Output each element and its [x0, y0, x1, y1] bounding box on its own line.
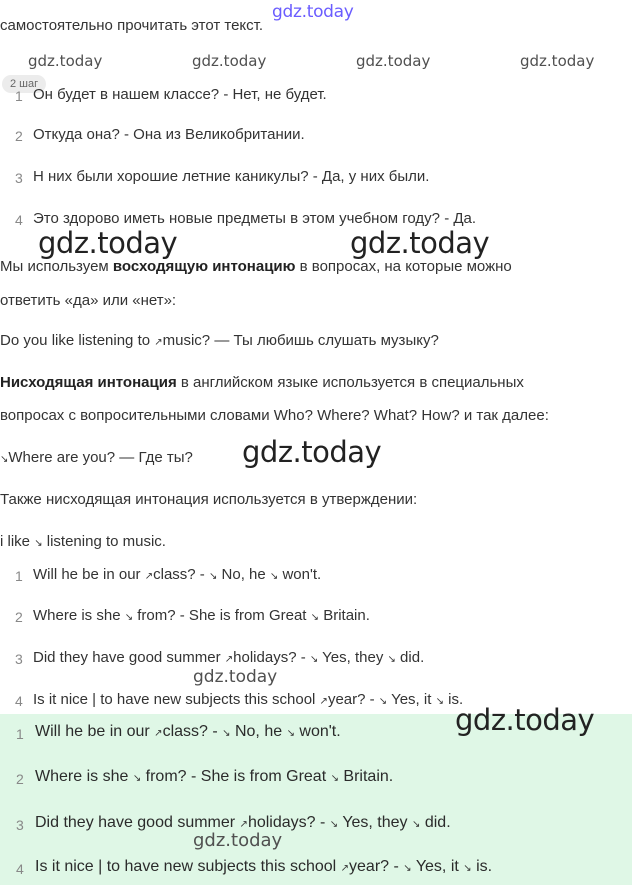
text: Мы используем	[0, 258, 113, 275]
arrow-down-icon: ↘	[378, 696, 388, 707]
arrow-down-icon: ↘	[310, 612, 320, 623]
text: music? — Ты любишь слушать музыку?	[162, 332, 439, 349]
item-number: 3	[15, 170, 23, 186]
item-number: 3	[15, 651, 23, 667]
arrow-down-icon: ↘	[309, 654, 319, 665]
item-number: 4	[15, 212, 23, 228]
answer-item: Is it nice | to have new subjects this school ↗year? - ↘ Yes, it ↘ is.	[35, 858, 493, 875]
watermark-small: gdz.today	[192, 52, 267, 70]
rising-paragraph	[0, 258, 512, 275]
list-item: Where is she ↘ from? - She is from Great ↘ Britain.	[33, 607, 370, 624]
step-badge: 2 шаг	[2, 75, 46, 93]
answer-item: Will he be in our ↗class? - ↘ No, he ↘ won't.	[35, 723, 341, 740]
term-bold: Нисходящая интонация	[0, 374, 177, 391]
arrow-up-icon: ↗	[319, 696, 328, 707]
watermark-small: gdz.today	[193, 830, 283, 851]
arrow-down-icon: ↘	[124, 612, 134, 623]
intro-text: самостоятельно прочитать этот текст.	[0, 17, 264, 34]
item-number: 2	[15, 128, 23, 144]
statement-example	[0, 533, 166, 550]
arrow-up-icon: ↗	[224, 654, 234, 665]
arrow-down-icon: ↘	[34, 538, 43, 549]
arrow-up-icon: ↗	[154, 337, 163, 348]
list-item: Will he be in our ↗class? - ↘ No, he ↘ won't.	[33, 566, 322, 583]
arrow-down-icon: ↘	[463, 863, 472, 874]
rising-example	[0, 332, 439, 349]
arrow-down-icon: ↘	[412, 819, 421, 830]
arrow-up-icon: ↗	[144, 571, 154, 582]
arrow-down-icon: ↘	[435, 696, 444, 707]
text: Where are you? — Где ты?	[8, 449, 193, 466]
falling-paragraph-line2: вопросах с вопросительными словами Who? Where? What? How? и так далее:	[0, 407, 549, 424]
arrow-down-icon: ↘	[403, 863, 412, 874]
text: в вопросах, на которые можно	[295, 258, 512, 275]
falling-example	[0, 449, 193, 466]
list-item: Н них были хорошие летние каникулы? - Да, у них были.	[33, 168, 430, 185]
list-item: Это здорово иметь новые предметы в этом учебном году? - Да.	[33, 210, 477, 227]
arrow-up-icon: ↗	[239, 819, 248, 830]
text: Do you like listening to	[0, 332, 155, 349]
list-item: Is it nice | to have new subjects this school ↗year? - ↘ Yes, it ↘ is.	[33, 691, 464, 708]
arrow-down-icon: ↘	[132, 773, 142, 784]
watermark-small: gdz.today	[356, 52, 431, 70]
falling-paragraph	[0, 374, 524, 391]
list-item: Откуда она? - Она из Великобритании.	[33, 126, 305, 143]
watermark-large: gdz.today	[242, 435, 382, 469]
item-number: 3	[16, 817, 24, 833]
arrow-down-icon: ↘	[0, 454, 9, 465]
arrow-down-icon: ↘	[222, 728, 231, 739]
arrow-down-icon: ↘	[269, 571, 279, 582]
arrow-down-icon: ↘	[329, 819, 339, 830]
text: listening to music.	[42, 533, 166, 550]
item-number: 2	[15, 609, 23, 625]
answer-item: Where is she ↘ from? - She is from Great ↘ Britain.	[35, 768, 394, 785]
arrow-down-icon: ↘	[286, 728, 295, 739]
arrow-down-icon: ↘	[208, 571, 218, 582]
list-item: Did they have good summer ↗holidays? - ↘ Yes, they ↘ did.	[33, 649, 425, 666]
text: i like	[0, 533, 35, 550]
watermark-top: gdz.today	[272, 2, 354, 22]
item-number: 1	[16, 726, 24, 742]
list-item: Он будет в нашем классе? - Нет, не будет.	[33, 86, 327, 103]
item-number: 4	[15, 693, 23, 709]
arrow-down-icon: ↘	[330, 773, 339, 784]
watermark-large: gdz.today	[455, 703, 595, 737]
item-number: 4	[16, 861, 24, 877]
item-number: 1	[15, 568, 23, 584]
item-number: 1	[15, 88, 23, 104]
arrow-up-icon: ↗	[340, 863, 350, 874]
answer-item: Did they have good summer ↗holidays? - ↘ Yes, they ↘ did.	[35, 814, 451, 831]
watermark-small: gdz.today	[28, 52, 103, 70]
watermark-small: gdz.today	[520, 52, 595, 70]
arrow-down-icon: ↘	[387, 654, 396, 665]
watermark-large: gdz.today	[38, 226, 178, 260]
text: в английском языке используется в специальных	[176, 374, 524, 391]
item-number: 2	[16, 771, 24, 787]
arrow-up-icon: ↗	[154, 728, 163, 739]
rising-paragraph-line2: ответить «да» или «нет»:	[0, 292, 177, 309]
watermark-small: gdz.today	[193, 667, 278, 687]
statement-text: Также нисходящая интонация используется в утверждении:	[0, 491, 418, 508]
watermark-large: gdz.today	[350, 226, 490, 260]
term-bold: восходящую интонацию	[112, 258, 296, 275]
